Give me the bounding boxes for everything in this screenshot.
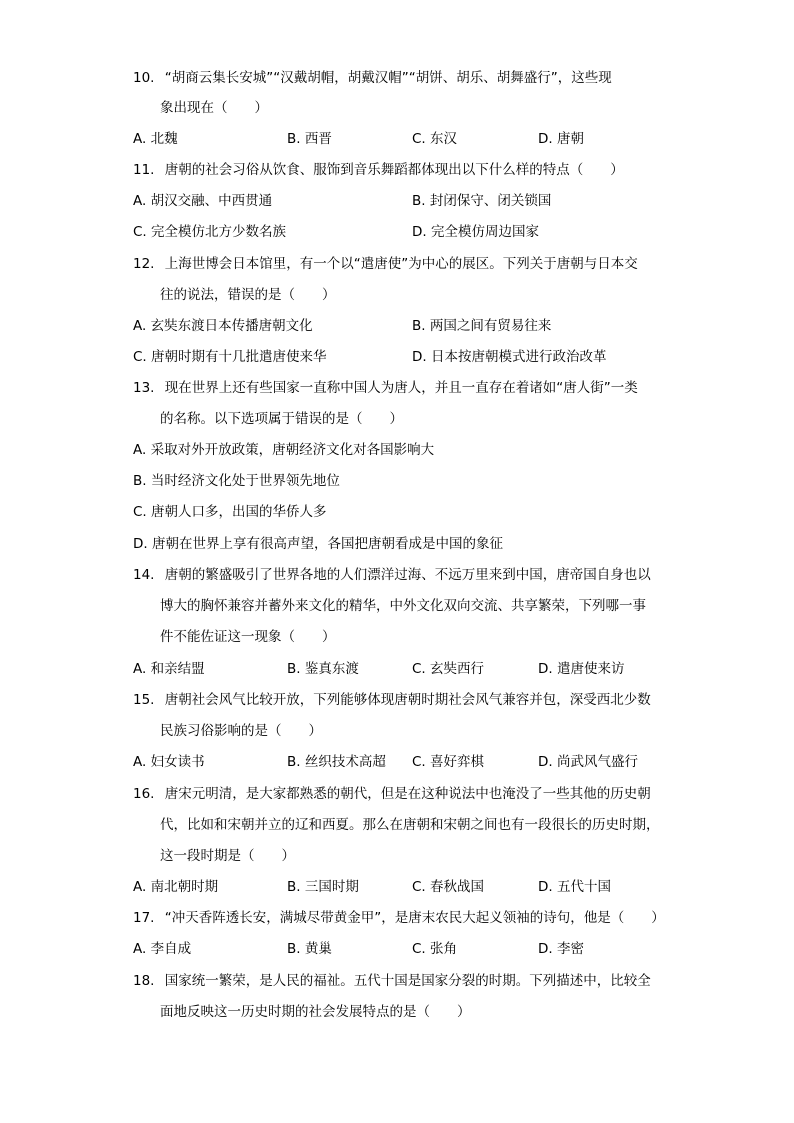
question-13-number: 13. (133, 380, 155, 396)
question-12-option-a: A. 玄奘东渡日本传播唐朝文化 (133, 318, 313, 334)
question-16-number: 16. (133, 786, 155, 802)
question-11-option-b: B. 封闭保守、闭关锁国 (412, 193, 552, 209)
question-11-option-d: D. 完全模仿周边国家 (412, 224, 539, 240)
question-18-text-2: 面地反映这一历史时期的社会发展特点的是（ ） (160, 1004, 471, 1020)
question-14-text-1: 唐朝的繁盛吸引了世界各地的人们漂洋过海、不远万里来到中国，唐帝国自身也以 (164, 567, 651, 583)
question-12-number: 12. (133, 256, 155, 272)
question-18-number: 18. (133, 973, 155, 989)
question-11-text-1: 唐朝的社会习俗从饮食、服饰到音乐舞蹈都体现出以下什么样的特点（ ） (164, 162, 624, 178)
question-10-option-b: B. 西晋 (287, 131, 332, 147)
question-12-line-1 (133, 254, 638, 274)
question-10-text-1: “胡商云集长安城”“汉戴胡帽，胡戴汉帽”“胡饼、胡乐、胡舞盛行”，这些现 (164, 70, 612, 86)
question-14-text-3: 件不能佐证这一现象（ ） (160, 629, 336, 645)
question-16-text-2: 代，比如和宋朝并立的辽和西夏。那么在唐朝和宋朝之间也有一段很长的历史时期， (160, 817, 660, 833)
question-12-option-d: D. 日本按唐朝模式进行政治改革 (412, 349, 607, 365)
question-17-option-a: A. 李自成 (133, 941, 192, 957)
question-14-number: 14. (133, 567, 155, 583)
question-17-number: 17. (133, 910, 155, 926)
question-17-option-c: C. 张角 (412, 941, 458, 957)
question-16-option-d: D. 五代十国 (538, 879, 611, 895)
question-17-text-1: “冲天香阵透长安，满城尽带黄金甲”，是唐末农民大起义领袖的诗句，他是（ ） (164, 910, 665, 926)
question-14-option-d: D. 遣唐使来访 (538, 661, 625, 677)
question-13-option-c: C. 唐朝人口多，出国的华侨人多 (133, 504, 327, 520)
question-10-option-a: A. 北魏 (133, 131, 178, 147)
question-13-option-a: A. 采取对外开放政策，唐朝经济文化对各国影响大 (133, 442, 435, 458)
question-11-number: 11. (133, 162, 155, 178)
question-13-text-2: 的名称。以下选项属于错误的是（ ） (160, 411, 403, 427)
question-18-line-1 (133, 971, 651, 991)
question-18-text-1: 国家统一繁荣，是人民的福祉。五代十国是国家分裂的时期。下列描述中，比较全 (164, 973, 651, 989)
question-15-text-2: 民族习俗影响的是（ ） (160, 723, 322, 739)
question-16-option-b: B. 三国时期 (287, 879, 359, 895)
question-12-text-1: 上海世博会日本馆里，有一个以“遣唐使”为中心的展区。下列关于唐朝与日本交 (164, 256, 638, 272)
question-14-option-c: C. 玄奘西行 (412, 661, 485, 677)
question-16-line-1 (133, 784, 651, 804)
question-15-number: 15. (133, 692, 155, 708)
question-14-line-1 (133, 565, 651, 585)
question-13-line-1 (133, 378, 638, 398)
question-17-line-1 (133, 908, 665, 928)
question-12-text-2: 往的说法，错误的是（ ） (160, 287, 336, 303)
question-15-text-1: 唐朝社会风气比较开放，下列能够体现唐朝时期社会风气兼容并包，深受西北少数 (164, 692, 651, 708)
question-15-option-a: A. 妇女读书 (133, 754, 205, 770)
question-17-option-d: D. 李密 (538, 941, 584, 957)
question-16-text-3: 这一段时期是（ ） (160, 848, 295, 864)
question-11-option-c: C. 完全模仿北方少数名族 (133, 224, 287, 240)
question-11-line-1 (133, 160, 624, 180)
question-17-option-b: B. 黄巢 (287, 941, 332, 957)
question-14-text-2: 博大的胸怀兼容并蓄外来文化的精华，中外文化双向交流、共享繁荣，下列哪一事 (160, 598, 646, 614)
question-15-option-b: B. 丝织技术高超 (287, 754, 386, 770)
question-13-text-1: 现在世界上还有些国家一直称中国人为唐人，并且一直存在着诸如“唐人街”一类 (164, 380, 638, 396)
question-15-line-1 (133, 690, 651, 710)
question-11-option-a: A. 胡汉交融、中西贯通 (133, 193, 273, 209)
question-16-option-c: C. 春秋战国 (412, 879, 485, 895)
question-13-option-d: D. 唐朝在世界上享有很高声望，各国把唐朝看成是中国的象征 (133, 536, 503, 552)
question-10-text-2: 象出现在（ ） (160, 100, 268, 116)
question-10-line-1 (133, 68, 612, 88)
question-15-option-d: D. 尚武风气盛行 (538, 754, 638, 770)
question-15-option-c: C. 喜好弈棋 (412, 754, 485, 770)
question-14-option-a: A. 和亲结盟 (133, 661, 205, 677)
question-12-option-c: C. 唐朝时期有十几批遣唐使来华 (133, 349, 327, 365)
question-10-option-d: D. 唐朝 (538, 131, 584, 147)
question-10-number: 10. (133, 70, 155, 86)
question-14-option-b: B. 鉴真东渡 (287, 661, 359, 677)
question-10-option-c: C. 东汉 (412, 131, 458, 147)
question-16-option-a: A. 南北朝时期 (133, 879, 219, 895)
question-13-option-b: B. 当时经济文化处于世界领先地位 (133, 473, 340, 489)
question-12-option-b: B. 两国之间有贸易往来 (412, 318, 552, 334)
question-16-text-1: 唐宋元明清，是大家都熟悉的朝代，但是在这种说法中也淹没了一些其他的历史朝 (164, 786, 651, 802)
